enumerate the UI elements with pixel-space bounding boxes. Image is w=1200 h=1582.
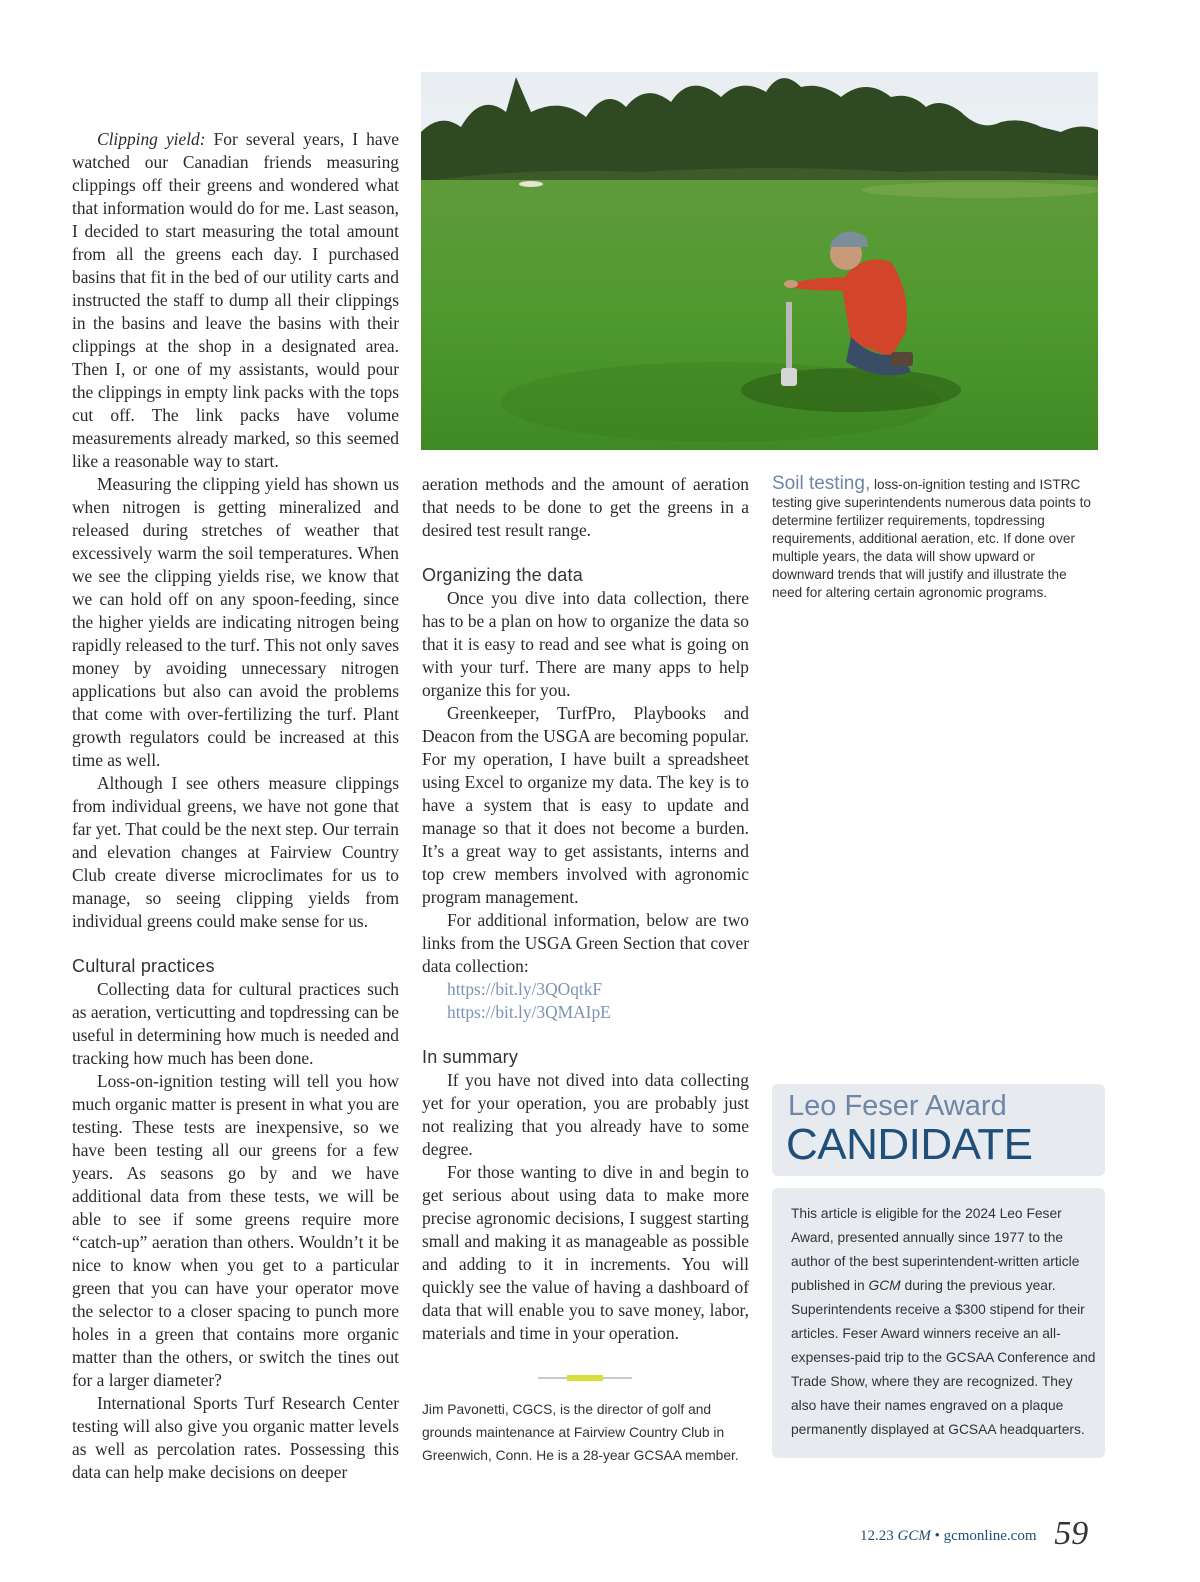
paragraph: Collecting data for cultural practices such as aeration, verticutting and topdressing can be useful in determining how much is needed and tracking how much has been done. xyxy=(72,979,399,1068)
section-divider xyxy=(538,1377,632,1379)
paragraph: Greenkeeper, TurfPro, Playbooks and Deacon from the USGA are becoming popular. For my operation, I have built a spreadsheet using Excel to organize my data. The key is to have a system that is easy to update and manage so that it does not become a burden. It’s a great way to get assistants, interns and top crew members involved with agronomic program management. xyxy=(422,703,749,907)
gcm-italic: GCM xyxy=(868,1278,901,1293)
website: gcmonline.com xyxy=(943,1528,1037,1544)
issue-date: 12.23 xyxy=(860,1528,894,1544)
award-title: Leo Feser Award xyxy=(788,1090,1007,1122)
award-info-box xyxy=(772,1188,1105,1458)
caption-title: Soil testing, xyxy=(772,473,871,494)
paragraph: aeration methods and the amount of aeration that needs to be done to get the greens in a desired test result range. xyxy=(422,474,749,540)
article-photo xyxy=(421,72,1098,450)
photo-caption xyxy=(772,475,1098,602)
paragraph: Clipping yield: For several years, I have watched our Canadian friends measuring clippings off their greens and wondered what that information would do for me. Last season, I decided to start measuring the total amount from all the greens each day. I purchased basins that fit in the bed of our utility carts and instructed the staff to dump all their clippings in the basins and leave the basins with their clippings at the shop in a designated area. Then I, or one of my assistants, would pour the clippings in empty link packs with the tops cut off. The link packs have volume measurements already marked, so this seemed like a reasonable way to start. xyxy=(72,129,399,471)
award-candidate-label: CANDIDATE xyxy=(786,1120,1033,1169)
article-column-2 xyxy=(422,473,749,1345)
award-header-box xyxy=(772,1084,1105,1176)
article-column-1 xyxy=(72,128,399,1484)
paragraph: International Sports Turf Research Center testing will also give you organic matter levels as well as percolation rates. Possessing this data can help make decisions on deeper xyxy=(72,1393,399,1482)
section-heading-cultural: Cultural practices xyxy=(72,956,215,976)
page-footer: 12.23 GCM • gcmonline.com 59 xyxy=(860,1515,1089,1552)
divider-accent xyxy=(567,1375,603,1381)
golfer-soil-testing-image xyxy=(421,72,1098,450)
page-number: 59 xyxy=(1054,1515,1089,1552)
award-description: This article is eligible for the 2024 Leo Feser Award, presented annually since 1977 to the author of the best superintendent-written article published in GCM during the previous year. Superintendents receive a $300 stipend for their articles. Feser Award winners receive an all-expenses-paid trip to the GCSAA Conference and Trade Show, where they are recognized. They also have their names engraved on a plaque permanently displayed at GCSAA headquarters. xyxy=(791,1206,1096,1437)
paragraph: Measuring the clipping yield has shown us when nitrogen is getting mineralized and released during stretches of weather that excessively warm the soil temperatures. When we see the clipping yields rise, we know that we can hold off on any spoon-feeding, since the higher yields are indicating nitrogen being rapidly released to the turf. This not only saves money by avoiding unnecessary nitrogen applications but also can avoid the problems that come with over-fertilizing the turf. Plant growth regulators could be increased at this time as well. xyxy=(72,474,399,770)
magazine-name: GCM xyxy=(897,1528,931,1544)
paragraph: For those wanting to dive in and begin to get serious about using data to make more precise agronomic decisions, I suggest starting small and making it as manageable as possible and adding to it in increments. You will quickly see the value of having a dashboard of data that will enable you to save money, labor, materials and time in your operation. xyxy=(422,1162,749,1343)
paragraph: Loss-on-ignition testing will tell you how much organic matter is present in what you are testing. These tests are inexpensive, so we have been testing all our greens for a few years. As seasons go by and we have additional data from these tests, we will be able to see if some greens require more “catch-up” aeration than others. Wouldn’t it be nice to know when you get to a particular green that you can have your operator move the selector to a closer spacing to punch more holes in a green that contains more organic matter than the others, or switch the tines out for a larger diameter? xyxy=(72,1071,399,1390)
section-heading-organizing: Organizing the data xyxy=(422,565,583,585)
usga-link-1[interactable]: https://bit.ly/3QOqtkF xyxy=(447,979,603,999)
caption-body: loss-on-ignition testing and ISTRC testing give superintendents numerous data points to determine fertilizer requirements, topdressing requirements, additional aeration, etc. If done over multiple years, the data will show upward or downward trends that will justify and illustrate the need for altering certain agronomic programs. xyxy=(772,477,1091,600)
paragraph: If you have not dived into data collecting yet for your operation, you are probably just not realizing that you already have to some degree. xyxy=(422,1070,749,1159)
usga-link-2[interactable]: https://bit.ly/3QMAIpE xyxy=(447,1002,611,1022)
author-bio: Jim Pavonetti, CGCS, is the director of golf and grounds maintenance at Fairview Country Club in Greenwich, Conn. He is a 28-year GCSAA member. xyxy=(422,1402,739,1463)
run-in-heading: Clipping yield: xyxy=(97,129,206,149)
paragraph: For additional information, below are two links from the USGA Green Section that cover data collection: xyxy=(422,910,749,976)
paragraph: Once you dive into data collection, there has to be a plan on how to organize the data so that it is easy to read and see what is going on with your turf. There are many apps to help organize this for you. xyxy=(422,588,749,700)
paragraph: Although I see others measure clippings from individual greens, we have not gone that far yet. That could be the next step. Our terrain and elevation changes at Fairview Country Club create diverse microclimates for us to manage, so seeing clipping yields from individual greens could make sense for us. xyxy=(72,773,399,931)
section-heading-summary: In summary xyxy=(422,1047,519,1067)
